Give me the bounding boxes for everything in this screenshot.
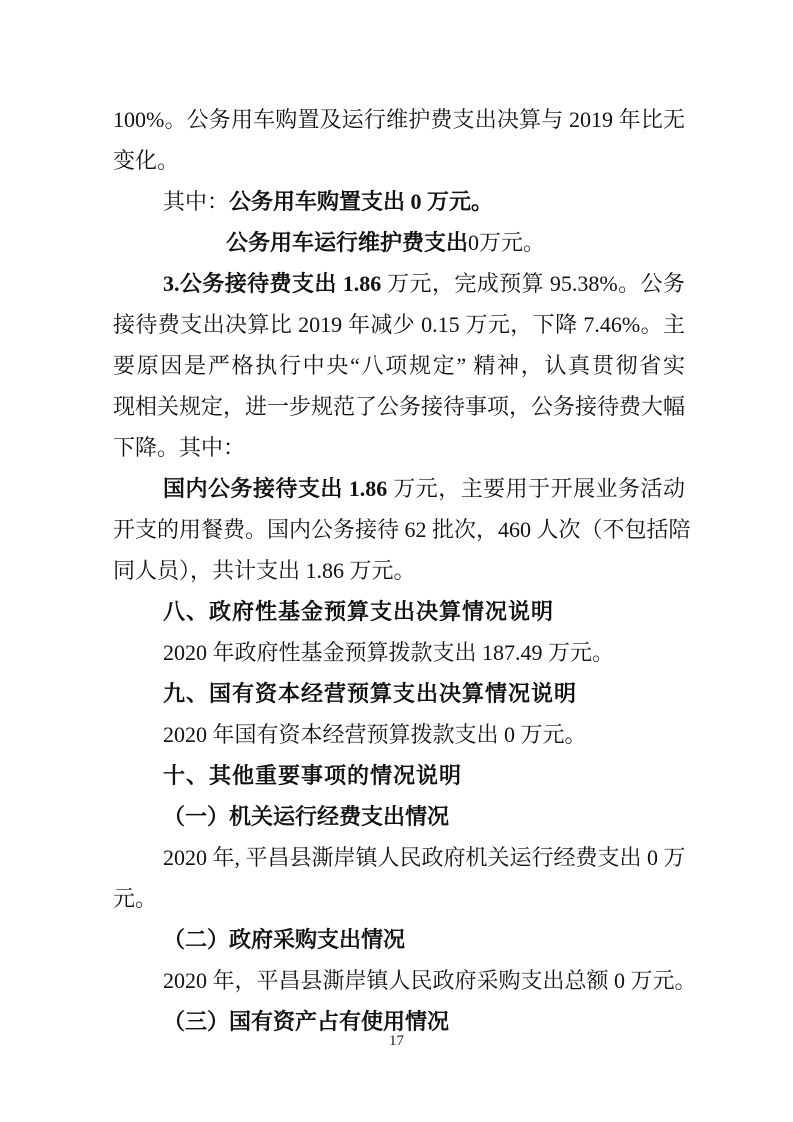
heading-text-run: 九、国有资本经营预算支出决算情况说明 — [163, 681, 578, 706]
body-text-line — [113, 878, 685, 919]
bold-text-run: 公务用车购置支出 0 万元。 — [229, 189, 494, 214]
text-run: 元。 — [113, 886, 158, 911]
body-text-line — [113, 960, 697, 1001]
body-text-line — [113, 263, 685, 304]
body-text-line — [113, 181, 685, 222]
text-run: 下降。其中： — [113, 435, 246, 460]
heading-text-run: 十、其他重要事项的情况说明 — [163, 763, 463, 788]
text-run: 100%。公务用车购置及运行维护费支出决算与 2019 年比无 — [113, 107, 685, 132]
body-text-line — [113, 222, 685, 263]
text-run: 开支的用餐费。国内公务接待 62 批次，460 人次（不包括陪 — [113, 517, 691, 542]
text-run: 现相关规定，进一步规范了公务接待事项，公务接待费大幅 — [113, 394, 686, 419]
section-heading-ix — [113, 673, 685, 714]
text-run: 2020 年, 平昌县澌岸镇人民政府机关运行经费支出 0 万 — [163, 845, 686, 870]
subsection-heading-2 — [113, 919, 685, 960]
body-text-line — [113, 632, 685, 673]
body-text-line — [113, 140, 685, 181]
heading-text-run: （三）国有资产占有使用情况 — [163, 1009, 450, 1034]
heading-text-run: （二）政府采购支出情况 — [163, 927, 406, 952]
body-text-line — [113, 99, 685, 140]
text-run: 0万元。 — [468, 230, 546, 255]
bold-text-run: 公务用车运行维护费支出 — [226, 230, 469, 255]
text-run: 变化。 — [113, 148, 180, 173]
body-text-line — [113, 714, 685, 755]
body-text-line — [113, 468, 685, 509]
heading-text-run: 八、政府性基金预算支出决算情况说明 — [163, 599, 555, 624]
body-text-line — [113, 345, 685, 386]
text-run: 2020 年政府性基金预算拨款支出 187.49 万元。 — [163, 640, 615, 665]
section-heading-viii — [113, 591, 685, 632]
bold-text-run: 国内公务接待支出 1.86 — [163, 476, 394, 501]
text-run: 要原因是严格执行中央“八项规定” 精神，认真贯彻省实 — [113, 353, 685, 378]
heading-text-run: （一）机关运行经费支出情况 — [163, 804, 450, 829]
section-heading-x — [113, 755, 685, 796]
body-text-line — [113, 837, 685, 878]
body-text-line — [113, 304, 685, 345]
body-text-line — [113, 509, 691, 550]
bold-text-run: 3.公务接待费支出 1.86 — [163, 271, 388, 296]
text-run: 万元，完成预算 95.38%。公务 — [387, 271, 685, 296]
text-run: 2020 年国有资本经营预算拨款支出 0 万元。 — [163, 722, 587, 747]
body-text-line — [113, 427, 685, 468]
text-run: 接待费支出决算比 2019 年减少 0.15 万元，下降 7.46%。主 — [113, 312, 685, 337]
subsection-heading-1 — [113, 796, 685, 837]
body-text-line — [113, 386, 685, 427]
text-run: 万元，主要用于开展业务活动 — [393, 476, 685, 501]
document-body — [113, 99, 697, 1042]
page-number: 17 — [389, 1033, 404, 1049]
text-run: 其中： — [163, 189, 230, 214]
text-run: 同人员），共计支出 1.86 万元。 — [113, 558, 416, 583]
text-run: 2020 年，平昌县澌岸镇人民政府采购支出总额 0 万元。 — [163, 968, 697, 993]
body-text-line — [113, 550, 685, 591]
